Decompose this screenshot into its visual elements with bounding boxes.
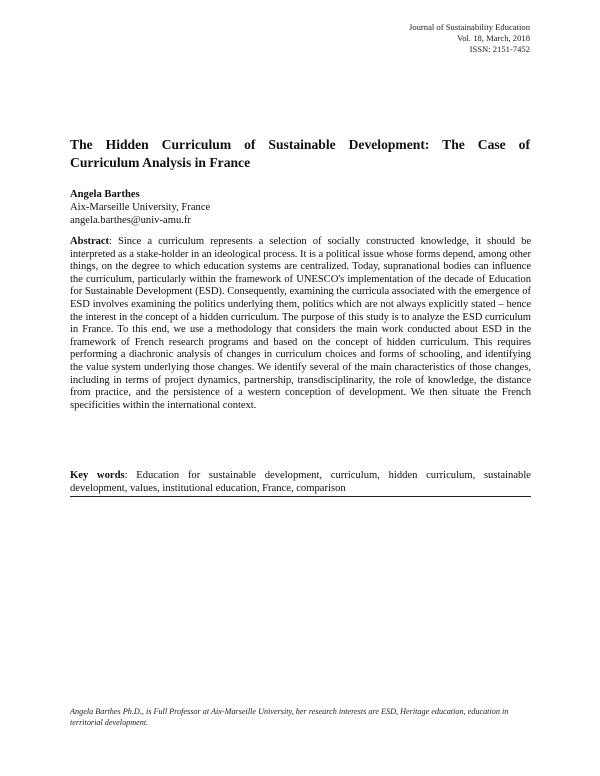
abstract-label: Abstract: [70, 236, 110, 247]
journal-issn: ISSN: 2151-7452: [469, 44, 530, 54]
keywords: [70, 470, 531, 497]
paper-title-line-1: The Hidden Curriculum of Sustainable Development: The Case of: [70, 137, 530, 152]
author-block: [70, 188, 470, 227]
author-name: Angela Barthes: [70, 189, 140, 200]
journal-volume-date: Vol. 18, March, 2018: [457, 33, 530, 43]
paper-title: [70, 136, 530, 172]
keywords-text: : Education for sustainable development, curriculum, hidden curriculum, sustainable development, values, institutional education, France, comparison: [70, 470, 531, 494]
author-affiliation: Aix-Marseille University, France: [70, 202, 211, 213]
author-footnote: Angela Barthes Ph.D., is Full Professor at Aix-Marseille University, her research interests are ESD, Heritage education, education in territorial development.: [70, 707, 509, 727]
abstract: [70, 236, 531, 412]
keywords-label: Key words: [70, 470, 125, 481]
abstract-text: : Since a curriculum represents a selection of socially constructed knowledge, it should be interpreted as a stake-holder in an ideological process. It is a political issue whose forms depend, among other things, on the degree to which education systems are centralized. Today, supranational bodies can influence the curriculum, particularly within the framework of UNESCO's implementation of the decade of Education for Sustainable Development (ESD). Consequently, examining the curricula associated with the emergence of ESD involves examining the politics underlying them, politics which are not always explicitly stated – hence the interest in the concept of a hidden curriculum. The purpose of this study is to analyze the ESD curriculum in France. To this end, we use a methodology that considers the main work conducted about ESD in the framework of French research programs and based on the concept of hidden curriculum. This requires performing a diachronic analysis of changes in curriculum choices and forms of schooling, and identifying the value system underlying those changes. We identify several of the main characteristics of those changes, including in terms of project dynamics, partnership, transdisciplinarity, the role of knowledge, the distance from practice, and the persistence of a western conception of development. We then situate the French specificities within the international context.: [70, 236, 531, 411]
journal-name: Journal of Sustainability Education: [408, 22, 530, 32]
paper-title-line-2: Curriculum Analysis in France: [70, 155, 251, 170]
journal-header: [409, 22, 530, 55]
author-email: angela.barthes@univ-amu.fr: [70, 215, 191, 226]
